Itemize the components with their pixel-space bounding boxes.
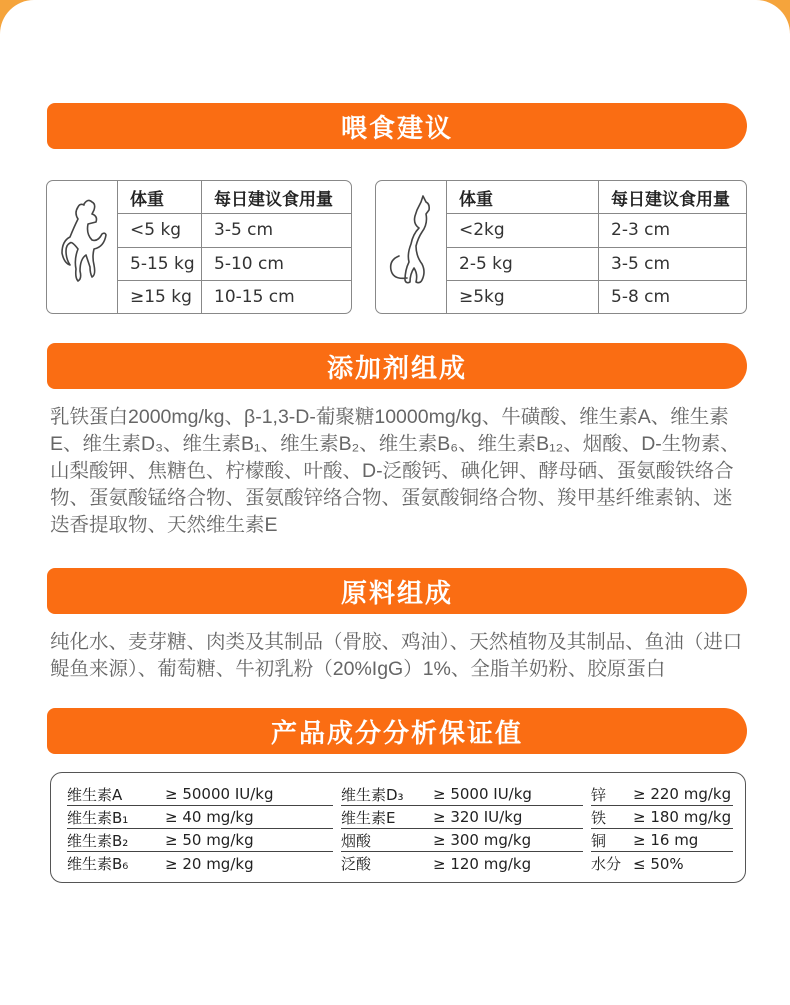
- table-row: [118, 281, 351, 313]
- amount-cell: 2-3 cm: [611, 220, 671, 241]
- ingredients-text: 纯化水、麦芽糖、肉类及其制品（骨胶、鸡油）、天然植物及其制品、鱼油（进口鳀鱼来源）、葡萄糖、牛初乳粉（20%IgG）1%、全脂羊奶粉、胶原蛋白: [50, 631, 743, 680]
- table-row: [447, 248, 746, 281]
- nutrient-name: 维生素B₂: [67, 830, 165, 852]
- nutrient-value: ≥ 16 mg: [633, 830, 733, 852]
- nutrient-name: 维生素B₁: [67, 807, 165, 829]
- cat-icon: [376, 181, 447, 313]
- nutrient-name: 泛酸: [341, 855, 372, 873]
- nutrient-value: ≥ 20 mg/kg: [165, 854, 254, 873]
- header-weight: 体重: [447, 181, 599, 213]
- nutrient-value: ≥ 40 mg/kg: [165, 807, 333, 829]
- nutrient-value: ≥ 120 mg/kg: [433, 854, 532, 873]
- additives-text: 乳铁蛋白2000mg/kg、β-1,3-D-葡聚糖10000mg/kg、牛磺酸、维生素A、维生素E、维生素D₃、维生素B₁、维生素B₂、维生素B₆、维生素B₁₂、烟酸、D-生物素、山梨酸钾、焦糖色、柠檬酸、叶酸、D-泛酸钙、碘化钾、酵母硒、蛋氨酸铁络合物、蛋氨酸锰络合物、蛋氨酸锌络合物、蛋氨酸铜络合物、羧甲基纤维素钠、迷迭香提取物、天然维生素E: [50, 406, 740, 536]
- dog-table-body: [118, 181, 351, 313]
- header-weight: 体重: [118, 181, 202, 213]
- additives-title: 添加剂组成: [326, 353, 467, 384]
- amount-cell: 5-8 cm: [611, 286, 671, 307]
- weight-cell: <2kg: [447, 214, 599, 246]
- amount-cell: 3-5 cm: [214, 220, 274, 241]
- table-row: [447, 281, 746, 313]
- nutrient-name: 锌: [591, 784, 633, 806]
- table-row: [447, 214, 746, 247]
- table-header-row: [447, 181, 746, 214]
- nutrient-name: 维生素D₃: [341, 784, 433, 806]
- nutrient-value: ≥ 180 mg/kg: [633, 807, 733, 829]
- nutrient-value: ≤ 50%: [633, 854, 684, 873]
- weight-cell: ≥5kg: [447, 281, 599, 313]
- feeding-title: 喂食建议: [340, 113, 453, 144]
- amount-cell: 5-10 cm: [214, 253, 284, 274]
- weight-cell: ≥15 kg: [118, 281, 202, 313]
- weight-cell: 5-15 kg: [118, 248, 202, 280]
- feeding-banner: [47, 103, 747, 149]
- table-row: [67, 852, 733, 875]
- header-daily-amount: 每日建议食用量: [611, 189, 730, 210]
- nutrient-name: 烟酸: [341, 830, 433, 852]
- table-row: [67, 806, 733, 829]
- ingredients-title: 原料组成: [340, 578, 453, 609]
- nutrient-name: 维生素A: [67, 784, 165, 806]
- nutrient-value: ≥ 50000 IU/kg: [165, 784, 333, 806]
- table-row: [118, 248, 351, 281]
- analysis-banner: [47, 708, 747, 754]
- nutrient-value: ≥ 5000 IU/kg: [433, 784, 583, 806]
- nutrient-value: ≥ 220 mg/kg: [633, 784, 733, 806]
- cat-table-body: [447, 181, 746, 313]
- amount-cell: 3-5 cm: [611, 253, 671, 274]
- nutrient-name: 维生素E: [341, 807, 433, 829]
- table-row: [67, 829, 733, 852]
- dog-feeding-table: [46, 180, 352, 314]
- nutrient-name: 维生素B₆: [67, 855, 129, 873]
- nutrient-name: 铁: [591, 807, 633, 829]
- table-header-row: [118, 181, 351, 214]
- analysis-title: 产品成分分析保证值: [270, 718, 523, 749]
- weight-cell: <5 kg: [118, 214, 202, 246]
- nutrient-value: ≥ 320 IU/kg: [433, 807, 583, 829]
- weight-cell: 2-5 kg: [447, 248, 599, 280]
- nutrient-name: 铜: [591, 830, 633, 852]
- analysis-table: [50, 772, 746, 883]
- ingredients-banner: [47, 568, 747, 614]
- amount-cell: 10-15 cm: [214, 286, 295, 307]
- additives-banner: [47, 343, 747, 389]
- dog-icon: [47, 181, 118, 313]
- nutrient-name: 水分: [591, 855, 622, 873]
- table-row: [67, 783, 733, 806]
- table-row: [118, 214, 351, 247]
- header-daily-amount: 每日建议食用量: [214, 189, 333, 210]
- nutrient-value: ≥ 300 mg/kg: [433, 830, 583, 852]
- nutrient-value: ≥ 50 mg/kg: [165, 830, 333, 852]
- cat-feeding-table: [375, 180, 747, 314]
